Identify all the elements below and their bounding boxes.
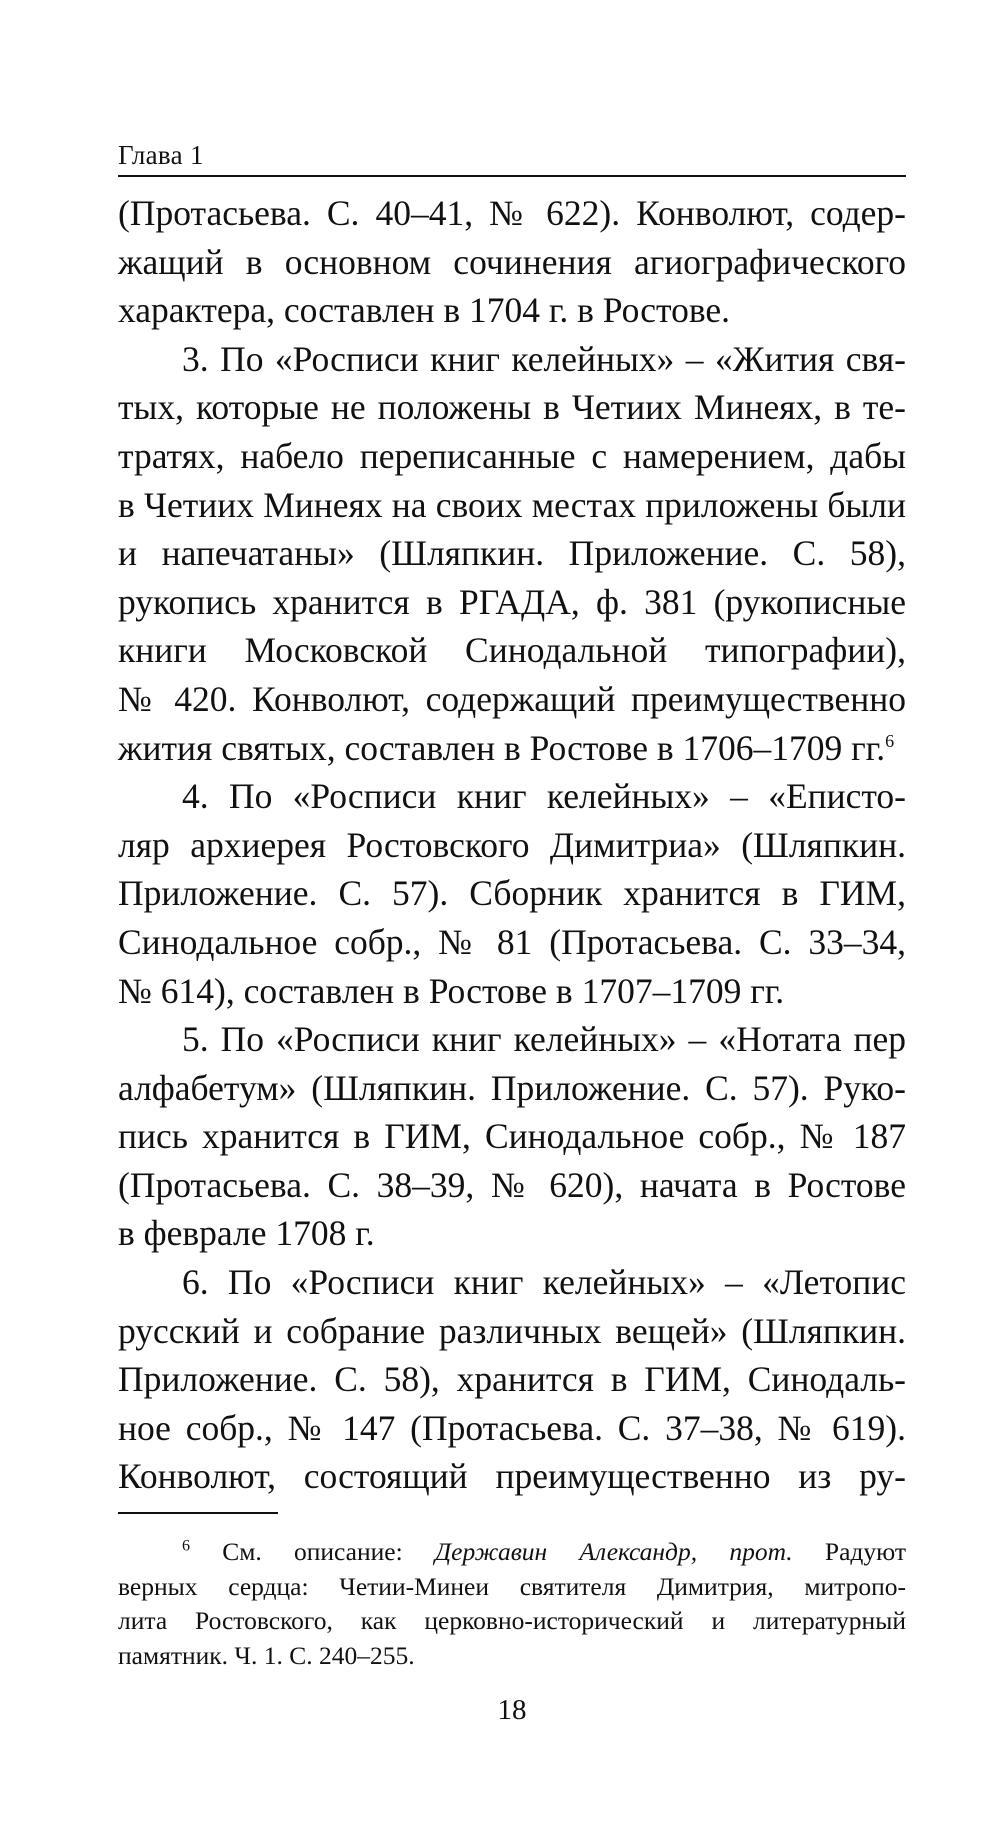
text-line: тых, которые не положены в Четиих Минеях, в те- [118, 387, 906, 428]
footnote-author: Державин Александр, прот. [434, 1537, 793, 1566]
text-line: Приложение. С. 58), хранится в ГИМ, Синодаль- [118, 1359, 906, 1400]
text-line: 5. По «Росписи книг келейных» – «Нотата пер [182, 1019, 906, 1060]
footnote-line: лита Ростовского, как церковно-исторический и литературный [118, 1606, 906, 1635]
text-line: тратях, набело переписанные с намерением, дабы [118, 435, 906, 476]
footnote-line [118, 1535, 906, 1570]
text-line: Конволют, состоящий преимущественно из ру- [118, 1456, 906, 1497]
footnote-rule [118, 1512, 278, 1514]
text-line: русский и собрание различных вещей» (Шляпкин. [118, 1310, 906, 1351]
footnote-lead: См. описание: [222, 1537, 435, 1566]
text-line: пись хранится в ГИМ, Синодальное собр., № 187 [118, 1116, 906, 1157]
footnote [118, 1535, 906, 1673]
footnote-reference[interactable]: 6 [885, 730, 895, 751]
text-line: № 420. Конволют, содержащий преимущественно [118, 678, 906, 719]
page-number: 18 [497, 1694, 527, 1726]
text-line: книги Московской Синодальной типографии), [118, 630, 906, 671]
text-line: ное собр., № 147 (Протасьева. С. 37–38, № 619). [118, 1407, 906, 1448]
text-line: в Четиих Минеях на своих местах приложены были [118, 484, 906, 525]
text-line: № 614), составлен в Ростове в 1707–1709 гг. [118, 970, 785, 1011]
main-text [118, 189, 906, 1501]
text-line: Синодальное собр., № 81 (Протасьева. С. 33–34, [118, 921, 906, 962]
footnote-number: 6 [182, 1537, 190, 1555]
text-line: в феврале 1708 г. [118, 1213, 375, 1254]
book-page [118, 0, 906, 1846]
text-line: алфабетум» (Шляпкин. Приложение. С. 57). Руко- [118, 1067, 906, 1108]
text-line: 3. По «Росписи книг келейных» – «Жития свя- [182, 338, 906, 379]
header-rule [118, 175, 906, 177]
footnote-text: Радуют [792, 1537, 906, 1566]
footnote-line: верных сердца: Четии-Минеи святителя Димитрия, митропо- [118, 1571, 906, 1601]
text-line: 4. По «Росписи книг келейных» – «Еписто- [182, 776, 906, 817]
text-line: и напечатаны» (Шляпкин. Приложение. С. 58), [118, 533, 906, 574]
text-line: характера, составлен в 1704 г. в Ростове. [118, 290, 731, 331]
text-line: ляр архиерея Ростовского Димитриа» (Шляпкин. [118, 824, 906, 865]
text-line: жащий в основном сочинения агиографического [118, 241, 906, 282]
text-line: (Протасьева. С. 38–39, № 620), начата в Ростове [118, 1164, 906, 1205]
text-line-with-footnote-ref [118, 724, 906, 773]
text-line: рукопись хранится в РГАДА, ф. 381 (рукописные [118, 581, 906, 622]
running-head: Глава 1 [118, 140, 204, 170]
text-line: (Протасьева. С. 40–41, № 622). Конволют, содер- [118, 193, 906, 233]
text-line: Приложение. С. 57). Сборник хранится в ГИМ, [118, 873, 906, 914]
footnote-line: памятник. Ч. 1. С. 240–255. [118, 1640, 415, 1670]
text-line: 6. По «Росписи книг келейных» – «Летопис [182, 1262, 906, 1303]
text-line: жития святых, составлен в Ростове в 1706–1709 гг. [118, 727, 886, 768]
